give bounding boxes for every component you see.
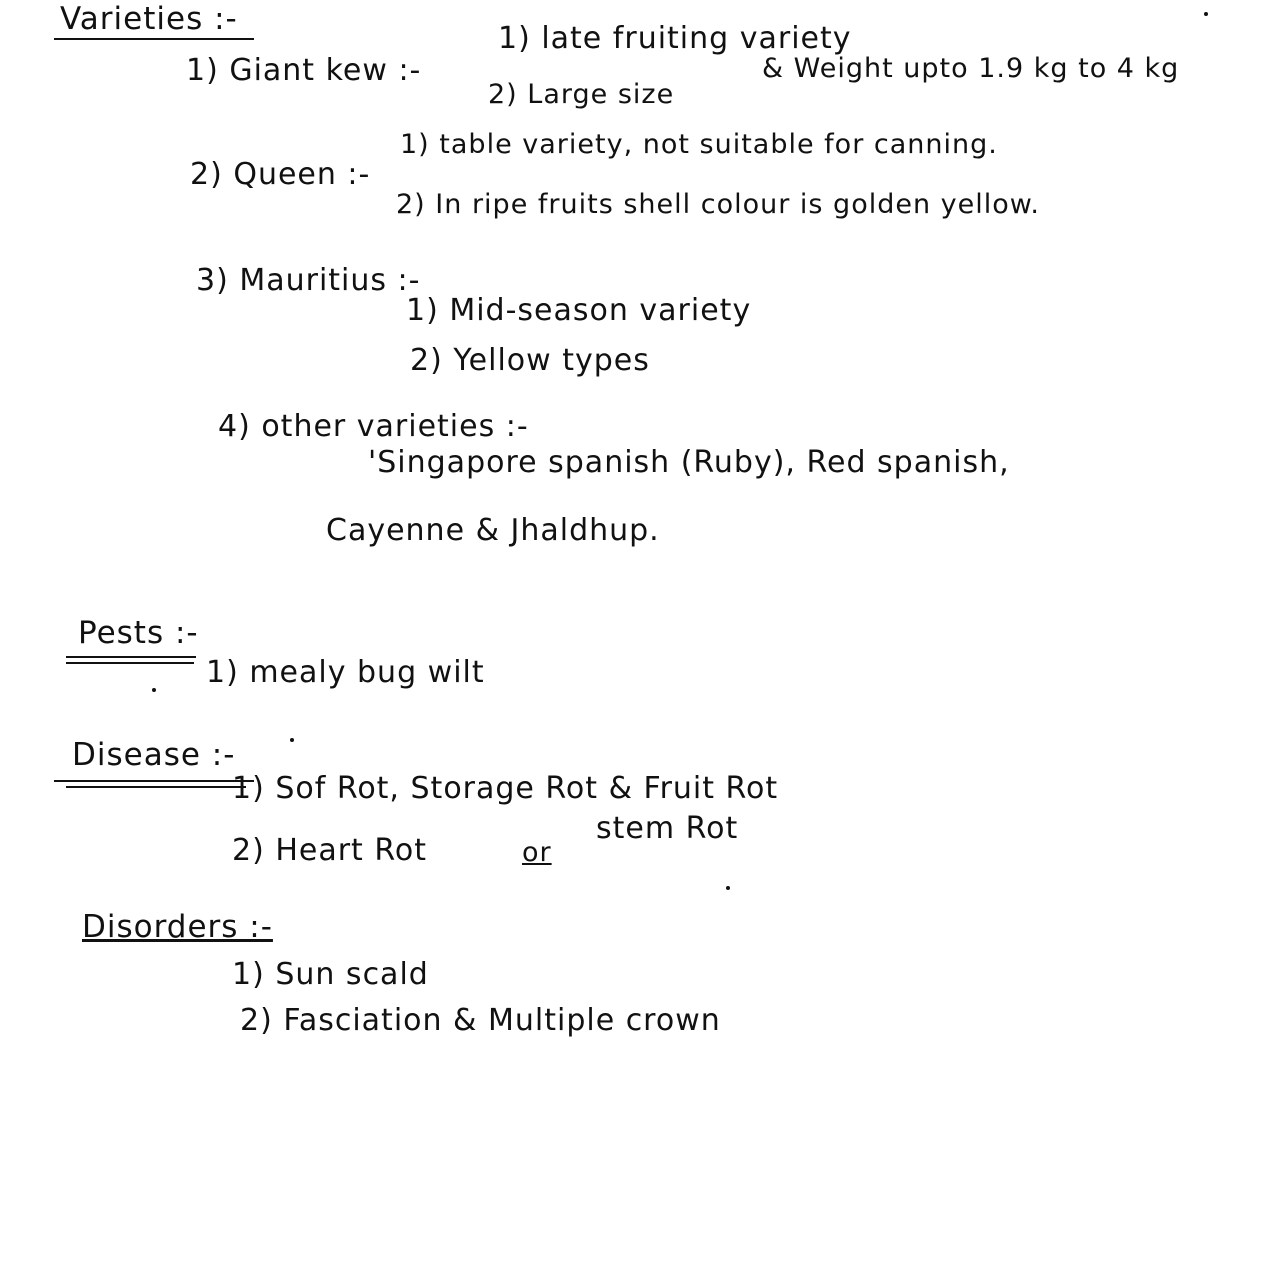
- mauritius-line2: 2) Yellow types: [410, 343, 650, 378]
- pests-line1: 1) mealy bug wilt: [206, 655, 485, 690]
- varieties-underline: [54, 38, 254, 40]
- disease-line2b: or: [522, 837, 552, 868]
- varieties-heading: Varieties :-: [60, 1, 238, 37]
- queen-line2: 2) In ripe fruits shell colour is golden yellow.: [396, 189, 1040, 220]
- disease-underline-1: [54, 780, 254, 782]
- disease-heading: Disease :-: [72, 737, 236, 773]
- disease-line2a: 2) Heart Rot: [232, 833, 427, 868]
- disease-line1: 1) Sof Rot, Storage Rot & Fruit Rot: [232, 771, 779, 806]
- disease-line2c: stem Rot: [596, 811, 739, 846]
- mauritius-label: 3) Mauritius :-: [196, 263, 421, 298]
- giant-kew-line2b: & Weight upto 1.9 kg to 4 kg: [762, 53, 1180, 84]
- other-varieties-line1: 'Singapore spanish (Ruby), Red spanish,: [368, 445, 1010, 480]
- disorders-heading: Disorders :-: [82, 909, 273, 945]
- stray-dot: [726, 886, 730, 890]
- giant-kew-label: 1) Giant kew :-: [186, 53, 422, 88]
- other-varieties-label: 4) other varieties :-: [218, 409, 529, 444]
- pests-heading: Pests :-: [78, 615, 199, 651]
- other-varieties-line2: Cayenne & Jhaldhup.: [326, 513, 660, 548]
- giant-kew-line2a: 2) Large size: [488, 79, 675, 110]
- pests-underline-2: [66, 662, 194, 664]
- stray-dot: [152, 688, 156, 692]
- giant-kew-line1: 1) late fruiting variety: [498, 21, 852, 56]
- disease-underline-2: [66, 786, 246, 788]
- queen-label: 2) Queen :-: [190, 157, 371, 192]
- mauritius-line1: 1) Mid-season variety: [406, 293, 752, 328]
- disorders-line2: 2) Fasciation & Multiple crown: [240, 1003, 721, 1038]
- disorders-line1: 1) Sun scald: [232, 957, 429, 992]
- stray-dot: [1204, 12, 1208, 16]
- pests-underline-1: [66, 656, 196, 658]
- queen-line1: 1) table variety, not suitable for canning.: [400, 129, 998, 160]
- stray-dot: [290, 738, 294, 742]
